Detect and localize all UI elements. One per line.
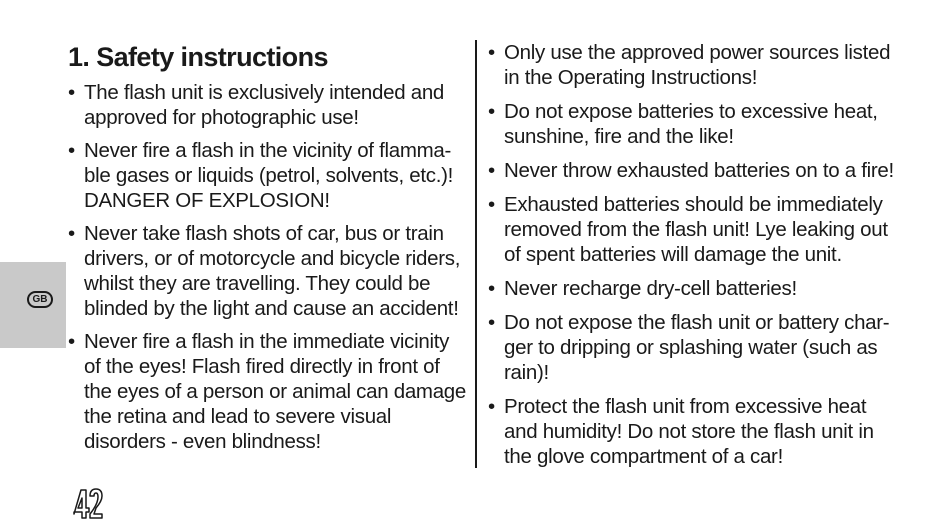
safety-item: • The flash unit is exclusively intended and approved for photographic use! [68,80,468,130]
safety-item: • Exhausted batteries should be immediately removed from the flash unit! Lye leaking out of spent batteries will damage the unit. [488,192,898,267]
language-badge: GB [27,291,53,308]
page-number-digit-4 [74,490,89,518]
safety-item: • Do not expose the flash unit or battery char-ger to dripping or splashing water (such as rain)! [488,310,898,385]
page-number-digit-2 [90,489,102,518]
safety-item: • Do not expose batteries to excessive heat, sunshine, fire and the like! [488,99,898,149]
left-column [68,40,468,462]
right-column [488,40,898,478]
section-heading: 1. Safety instructions [68,42,328,72]
page-number [72,486,104,520]
safety-item: • Never recharge dry-cell batteries! [488,276,898,301]
safety-item: • Never fire a flash in the immediate vicinity of the eyes! Flash fired directly in front of the eyes of a person or animal can damage the retina and lead to severe visual disorders - even blindness! [68,329,468,454]
safety-item: • Protect the flash unit from excessive heat and humidity! Do not store the flash unit in the glove compartment of a car! [488,394,898,469]
column-divider [475,40,477,468]
safety-item: • Never fire a flash in the vicinity of flamma-ble gases or liquids (petrol, solvents, etc.)! DANGER OF EXPLOSION! [68,138,468,213]
safety-item: • Only use the approved power sources listed in the Operating Instructions! [488,40,898,90]
safety-item: • Never throw exhausted batteries on to a fire! [488,158,898,183]
safety-item: • Never take flash shots of car, bus or train drivers, or of motorcycle and bicycle riders, whilst they are travelling. They could be blinded by the light and cause an accident! [68,221,468,321]
